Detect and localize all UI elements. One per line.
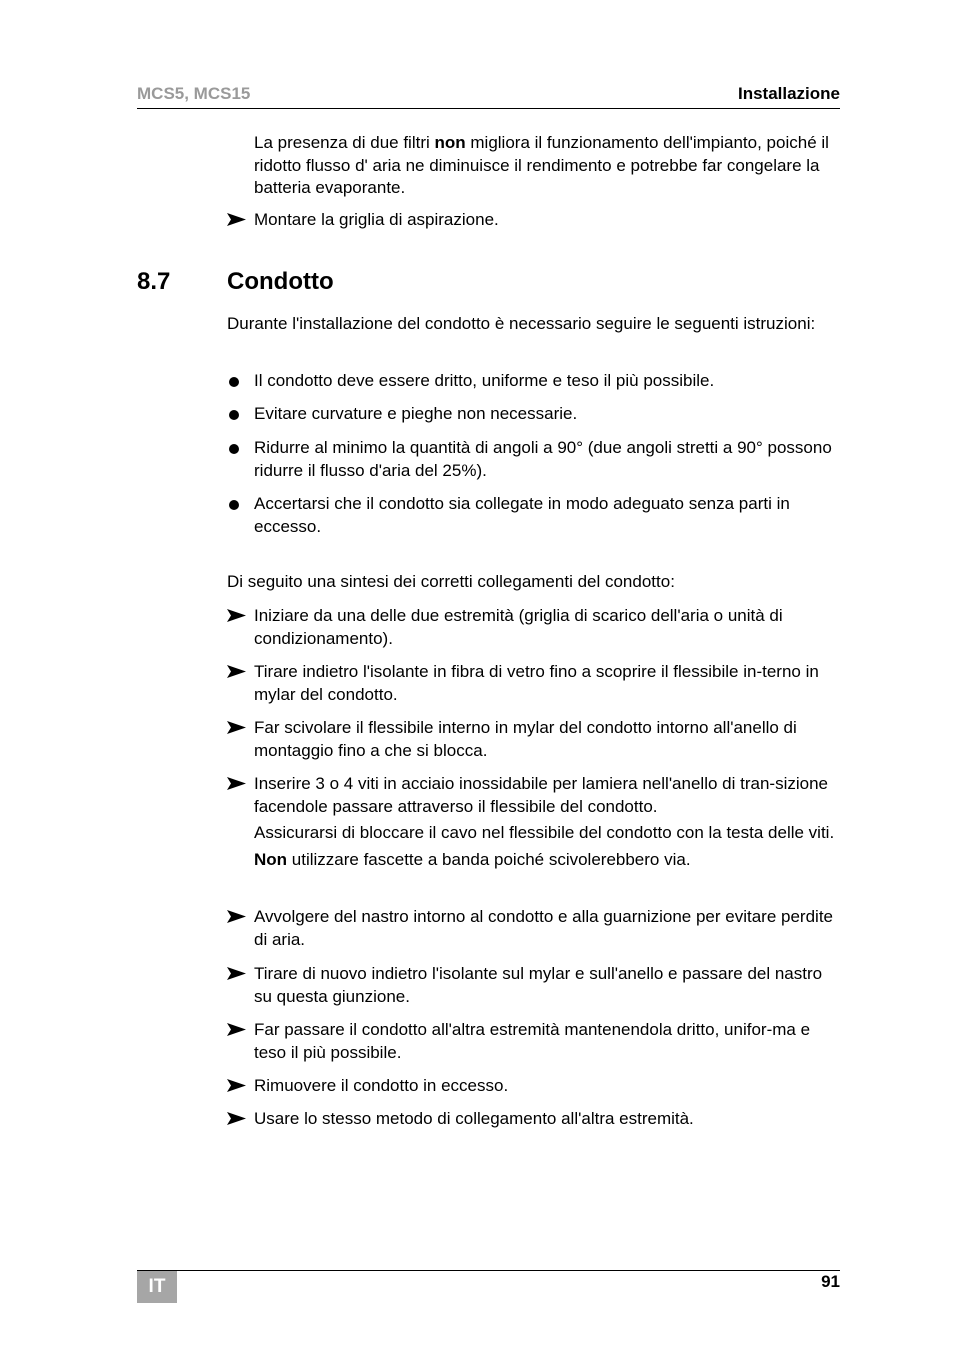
step-text: Tirare indietro l'isolante in fibra di vetro fino a scoprire il flessibile in-terno in mylar del condotto. <box>254 662 819 704</box>
chapter-title: Installazione <box>737 84 840 103</box>
step-item <box>227 1075 841 1098</box>
step-item <box>227 717 841 762</box>
warning-bold: Non <box>254 849 288 869</box>
arrow-icon <box>227 773 249 797</box>
list-item <box>227 403 841 426</box>
step-item <box>227 1108 841 1131</box>
list-item <box>227 437 841 482</box>
bullet-text: Ridurre al minimo la quantità di angoli a 90° (due angoli stretti a 90° possono ridurre il flusso d'aria del 25%). <box>254 438 832 480</box>
bullet-icon <box>227 437 249 461</box>
section-lead: Durante l'installazione del condotto è necessario seguire le seguenti istruzioni: <box>227 314 816 333</box>
step-item <box>227 773 841 871</box>
step-text: Tirare di nuovo indietro l'isolante sul mylar e sull'anello e passare del nastro su questa giunzione. <box>254 964 823 1006</box>
step-item <box>227 1019 841 1064</box>
bullet-text: Accertarsi che il condotto sia collegate in modo adeguato senza parti in eccesso. <box>254 494 790 536</box>
step-text: Iniziare da una delle due estremità (griglia di scarico dell'aria o unità di condizionamento). <box>254 606 783 648</box>
step-text: Inserire 3 o 4 viti in acciaio inossidabile per lamiera nell'anello di tran-sizione facendole passare attraverso il flessibile del condotto. <box>254 774 828 816</box>
page-number: 91 <box>821 1272 840 1291</box>
step-item <box>227 661 841 706</box>
arrow-icon <box>227 605 249 629</box>
footer-divider <box>137 1270 840 1271</box>
arrow-icon <box>227 661 249 685</box>
arrow-icon <box>227 906 249 930</box>
arrow-icon <box>227 1108 249 1132</box>
step-item <box>227 605 841 650</box>
bullet-text: Evitare curvature e pieghe non necessarie. <box>254 404 578 423</box>
arrow-icon <box>227 209 249 233</box>
step-text: Avvolgere del nastro intorno al condotto e alla guarnizione per evitare perdite di aria. <box>254 907 833 949</box>
arrow-icon <box>227 1075 249 1099</box>
step-text: Far passare il condotto all'altra estremità mantenendola dritto, unifor-ma e teso il più possibile. <box>254 1020 811 1062</box>
step-item <box>227 906 841 951</box>
header-divider <box>137 108 840 109</box>
bullet-icon <box>227 493 249 517</box>
list-item <box>227 493 841 538</box>
list-item <box>227 370 841 393</box>
warning-text: utilizzare fascette a banda poiché scivolerebbero via. <box>287 849 691 869</box>
arrow-icon <box>227 717 249 741</box>
document-model: MCS5, MCS15 <box>137 84 251 103</box>
intro-paragraph <box>254 132 841 200</box>
section-title: Condotto <box>227 268 334 295</box>
summary-paragraph: Di seguito una sintesi dei corretti collegamenti del condotto: <box>227 572 675 591</box>
arrow-icon <box>227 1019 249 1043</box>
step-text: Rimuovere il condotto in eccesso. <box>254 1076 509 1095</box>
bullet-icon <box>227 403 249 427</box>
step-text: Far scivolare il flessibile interno in mylar del condotto intorno all'anello di montaggio fino a che si blocca. <box>254 718 797 760</box>
language-badge: IT <box>137 1271 177 1303</box>
bullet-text: Il condotto deve essere dritto, uniforme e teso il più possibile. <box>254 371 715 390</box>
intro-step-text: Montare la griglia di aspirazione. <box>254 210 499 229</box>
arrow-icon <box>227 963 249 987</box>
bullet-icon <box>227 370 249 394</box>
intro-step <box>227 209 841 232</box>
intro-text-1: La presenza di due filtri <box>254 133 435 152</box>
section-number: 8.7 <box>137 268 171 295</box>
step-text-block <box>254 773 841 871</box>
step-text: Usare lo stesso metodo di collegamento all'altra estremità. <box>254 1109 694 1128</box>
intro-bold: non <box>434 133 466 152</box>
step-warning <box>254 849 841 872</box>
step-note: Assicurarsi di bloccare il cavo nel flessibile del condotto con la testa delle viti. <box>254 823 835 842</box>
intro-text-2: migliora il funzionamento dell'impianto, poiché il ridotto flusso d' aria ne diminuisce il rendimento e potrebbe far congelare la batteria evaporante. <box>254 133 829 197</box>
step-item <box>227 963 841 1008</box>
